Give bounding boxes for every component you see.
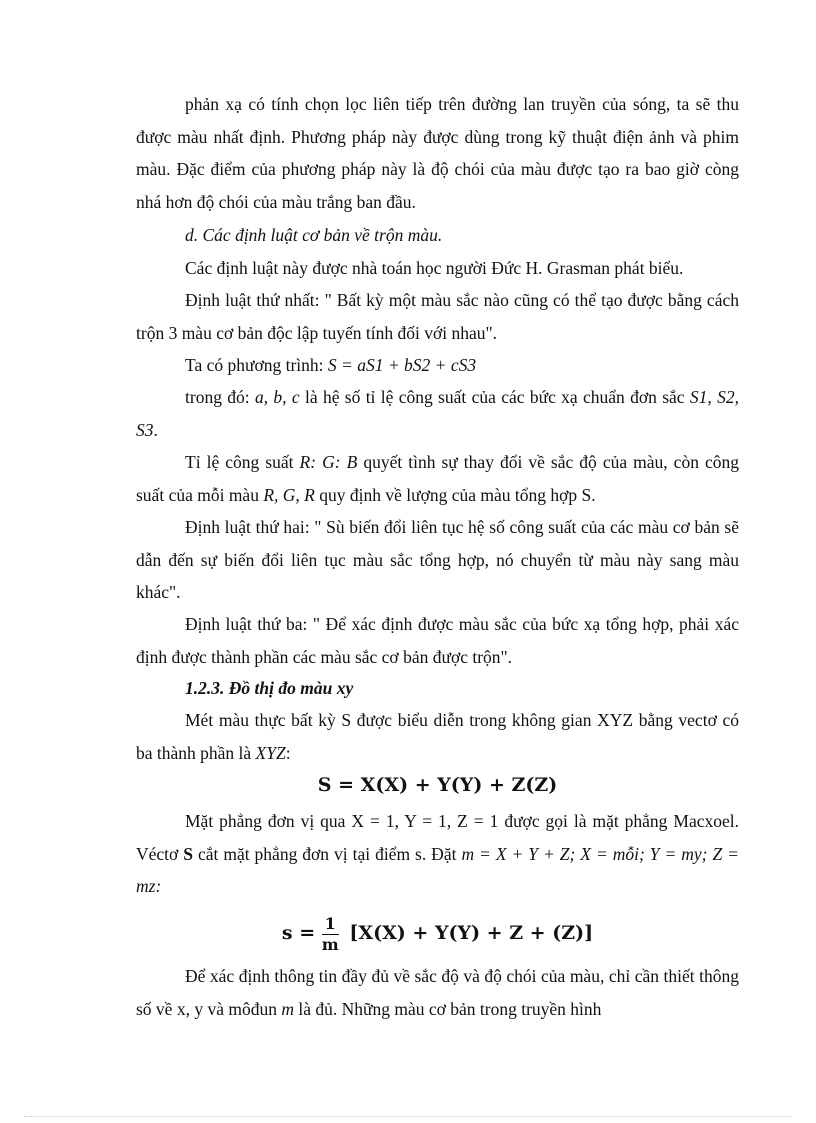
paragraph-second-law: Định luật thứ hai: " Sù biến đổi liên tục hệ số công suất của các màu cơ bản sẽ dẫn đến sự biến đổi liên tục màu sắc tổng hợp, nó chuyển từ màu này sang màu khác". bbox=[136, 517, 739, 603]
paragraph-subtractive-mixing: phản xạ có tính chọn lọc liên tiếp trên đường lan truyền của sóng, ta sẽ thu được màu nhất định. Phương pháp này được dùng trong kỹ thuật điện ảnh và phim màu. Đặc điểm của phương pháp này là độ chói của màu được tạo ra bao giờ còng nhá hơn độ chói của màu trắng ban đầu. bbox=[136, 94, 739, 212]
channel-symbols: R, G, R bbox=[263, 484, 315, 505]
paragraph-first-law: Định luật thứ nhất: " Bất kỳ một màu sắc nào cũng có thể tạo được bằng cách trộn 3 màu cơ bản độc lập tuyến tính đối với nhau". bbox=[136, 290, 739, 343]
coefficients-description: là hệ số tỉ lệ công suất của các bức xạ chuẩn đơn sắc bbox=[299, 387, 690, 407]
fraction-one-over-m bbox=[322, 914, 339, 955]
power-ratio-text: quyết tình sự thay đổi về sắc độ của màu, còn công suất của mỗi màu bbox=[136, 452, 740, 505]
equation-intro-text: Ta có phương trình: bbox=[185, 355, 328, 375]
paragraph-third-law: Định luật thứ ba: " Để xác định được màu sắc của bức xạ tổng hợp, phải xác định được thành phần các màu sắc cơ bản được trộn". bbox=[136, 614, 739, 667]
formula-lhs: s = bbox=[281, 922, 316, 944]
xyz-symbol: XYZ bbox=[255, 742, 286, 763]
xyz-vector-text: Mét màu thực bất kỳ S được biểu diễn trong không gian XYZ bằng vectơ có ba thành phần là bbox=[136, 710, 739, 763]
fraction-denominator: m bbox=[321, 934, 339, 954]
paragraph-chromaticity-info bbox=[136, 960, 739, 1025]
section-heading-xy-chart: 1.2.3. Đồ thị đo màu xy bbox=[185, 678, 354, 698]
chromaticity-text: Để xác định thông tin đầy đủ về sắc độ và độ chói của màu, chỉ cần thiết thông số về x, y và môđun bbox=[136, 966, 739, 1019]
paragraph-grasman-intro: Các định luật này được nhà toán học người Đức H. Grasman phát biểu. bbox=[185, 258, 684, 278]
primary-sources-symbols: S1, S2, S3 bbox=[136, 387, 739, 440]
equation-color-sum: S = aS1 + bS2 + cS3 bbox=[327, 355, 477, 375]
section-title-mixing-laws: d. Các định luật cơ bản về trộn màu. bbox=[185, 225, 443, 245]
paragraph-macxoel-plane bbox=[136, 805, 739, 903]
paragraph-equation bbox=[136, 349, 739, 382]
colon: : bbox=[285, 742, 291, 763]
power-ratio-end: quy định về lượng của màu tổng hợp S. bbox=[314, 484, 596, 505]
coefficients-lead: trong đó: bbox=[185, 387, 255, 407]
ratio-symbols: R: G: B bbox=[299, 452, 358, 472]
paragraph-xyz-vector bbox=[136, 704, 739, 769]
formula-vector-s: S = X(X) + Y(Y) + Z(Z) bbox=[317, 774, 558, 796]
module-symbol: m bbox=[281, 998, 294, 1019]
sentence-period: . bbox=[153, 419, 158, 440]
vector-s-symbol: S bbox=[183, 843, 193, 864]
chromaticity-text-end: là đủ. Những màu cơ bản trong truyền hình bbox=[293, 998, 602, 1019]
module-definition: m = X + Y + Z; X = mỗi; Y = my; Z = mz: bbox=[136, 843, 739, 897]
formula-normalized-s bbox=[136, 910, 739, 956]
macxoel-plane-text: Mặt phẳng đơn vị qua X = 1, Y = 1, Z = 1 được gọi là mặt phẳng Macxoel. Véctơ bbox=[136, 811, 739, 864]
power-ratio-lead: Tỉ lệ công suất bbox=[185, 452, 300, 472]
coefficients-symbols: a, b, c bbox=[254, 387, 300, 407]
formula-rhs: [X(X) + Y(Y) + Z + (Z)] bbox=[349, 922, 594, 944]
macxoel-plane-continued: cắt mặt phẳng đơn vị tại điểm s. Đặt bbox=[193, 843, 462, 864]
page-bottom-border bbox=[24, 1116, 792, 1117]
paragraph-coefficients bbox=[136, 381, 739, 446]
fraction-numerator: 1 bbox=[322, 914, 339, 935]
paragraph-power-ratio bbox=[136, 446, 739, 511]
